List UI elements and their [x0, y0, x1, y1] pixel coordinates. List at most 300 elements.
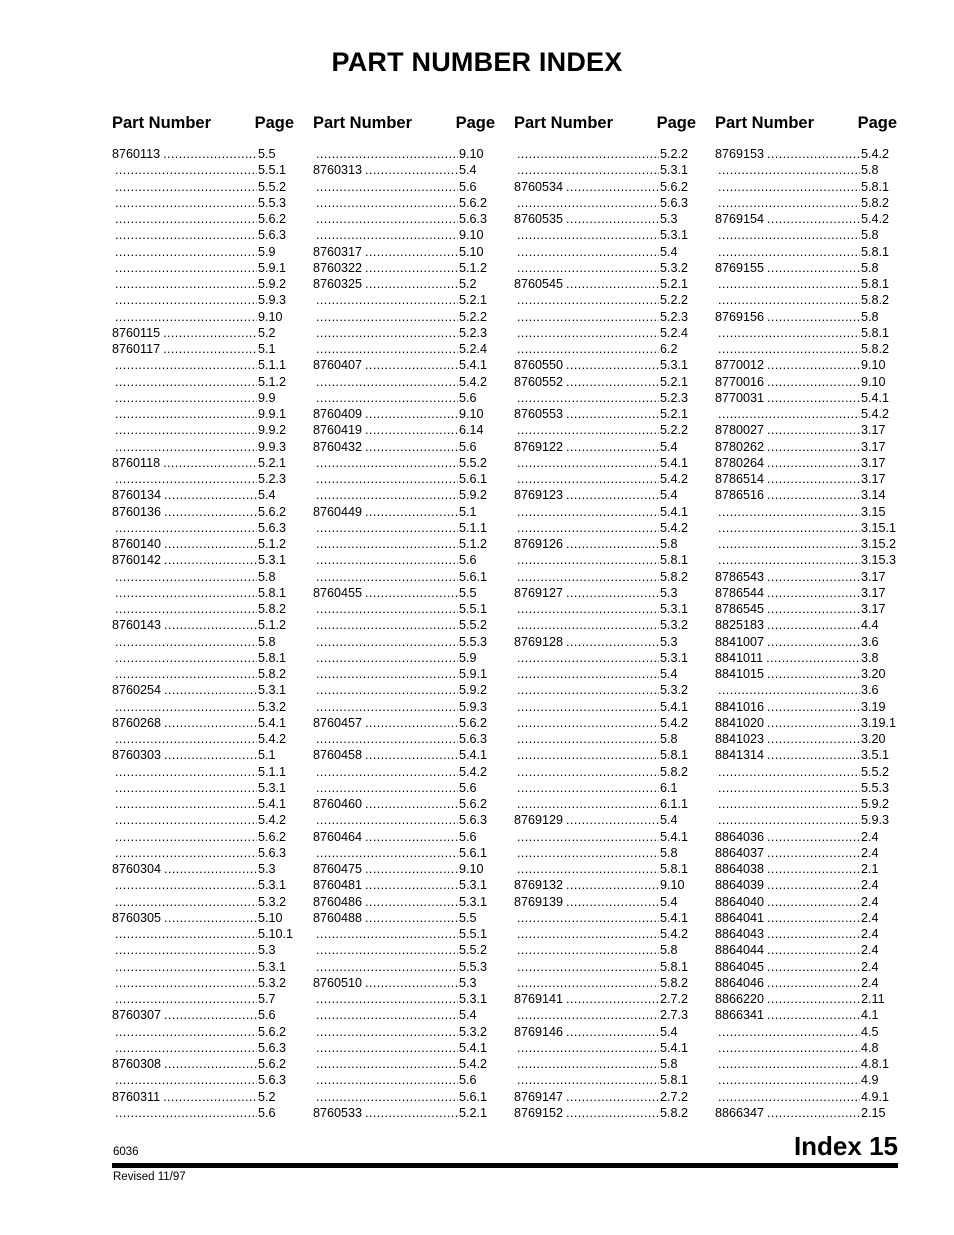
- dot-leader: [316, 569, 458, 585]
- page-reference: 5.5.2: [459, 943, 488, 958]
- dot-leader: [365, 439, 458, 455]
- page-reference: 5.2.2: [459, 309, 488, 324]
- index-entry: [112, 894, 294, 910]
- dot-leader: [164, 1007, 257, 1023]
- index-entry: [313, 341, 495, 357]
- dot-leader: [316, 601, 458, 617]
- dot-leader: [566, 1089, 659, 1105]
- part-number: 8841314: [715, 748, 765, 763]
- dot-leader: [316, 991, 458, 1007]
- index-entry: [715, 244, 897, 260]
- page-reference: 5.9.3: [459, 699, 488, 714]
- page-reference: 5.2.2: [660, 293, 689, 308]
- dot-leader: [517, 682, 659, 698]
- part-number: 8760317: [313, 244, 363, 259]
- page-reference: 5.4.2: [660, 472, 689, 486]
- index-entry: [112, 520, 294, 536]
- dot-leader: [115, 1024, 257, 1040]
- dot-leader: [115, 211, 257, 227]
- page-reference: 6.14: [459, 423, 484, 438]
- dot-leader: [517, 1072, 659, 1088]
- page-reference: 5.4.2: [459, 764, 488, 779]
- part-number: 8841023: [715, 732, 765, 746]
- dot-leader: [365, 796, 458, 812]
- index-entry: [514, 764, 696, 780]
- part-number: 8769129: [514, 813, 564, 828]
- part-number: 8769123: [514, 488, 564, 503]
- page-reference: 5.8.1: [861, 179, 890, 194]
- page-reference: 5.4: [660, 894, 678, 909]
- dot-leader: [115, 699, 257, 715]
- index-entry: [112, 845, 294, 861]
- page-reference: 9.9.1: [258, 407, 287, 421]
- dot-leader: [517, 260, 659, 276]
- part-number: 8760449: [313, 504, 363, 519]
- index-entry: [715, 894, 897, 910]
- dot-leader: [115, 292, 257, 308]
- page-reference: 3.19.1: [861, 715, 897, 730]
- page-reference: 5.3.1: [660, 650, 689, 665]
- index-entry: [313, 601, 495, 617]
- page-reference: 6.1.1: [660, 797, 689, 811]
- part-number: 8864043: [715, 927, 765, 941]
- dot-leader: [767, 894, 860, 910]
- index-entry: [514, 747, 696, 763]
- index-entry: [715, 227, 897, 243]
- page-reference: 5.5: [459, 585, 477, 600]
- index-entry: [112, 455, 294, 471]
- page-reference: 5.4.1: [660, 504, 689, 519]
- page-reference: 5.6.3: [258, 520, 287, 535]
- page-reference: 5.4.2: [660, 520, 689, 535]
- dot-leader: [718, 812, 860, 828]
- dot-leader: [316, 959, 458, 975]
- dot-leader: [316, 942, 458, 958]
- dot-leader: [517, 829, 659, 845]
- page-reference: 9.10: [459, 862, 484, 876]
- page-reference: 2.4: [861, 829, 879, 844]
- page-reference: 3.20: [861, 732, 886, 746]
- index-entry: [514, 959, 696, 975]
- dot-leader: [316, 1007, 458, 1023]
- dot-leader: [115, 1040, 257, 1056]
- index-entry: [715, 309, 897, 325]
- index-entry: [715, 260, 897, 276]
- dot-leader: [517, 146, 659, 162]
- page-reference: 5.4.1: [660, 829, 689, 844]
- dot-leader: [517, 455, 659, 471]
- dot-leader: [718, 162, 860, 178]
- column-header: [514, 114, 696, 144]
- page-reference: 5.3.1: [660, 163, 689, 178]
- page-reference: 4.1: [861, 1008, 879, 1023]
- page-reference: 4.8: [861, 1040, 879, 1055]
- dot-leader: [365, 861, 458, 877]
- index-entry: [313, 179, 495, 195]
- dot-leader: [566, 406, 659, 422]
- dot-leader: [115, 374, 257, 390]
- dot-leader: [115, 422, 257, 438]
- page-reference: 5.3: [660, 585, 678, 600]
- index-entry: [313, 552, 495, 568]
- index-entry: [112, 211, 294, 227]
- dot-leader: [365, 585, 458, 601]
- index-entry: [112, 731, 294, 747]
- dot-leader: [163, 325, 257, 341]
- index-entry: [313, 1089, 495, 1105]
- index-entry: [313, 357, 495, 373]
- part-number: 8864041: [715, 910, 765, 925]
- page-reference: 5.3.2: [258, 894, 287, 909]
- index-entry: [514, 926, 696, 942]
- index-entry: [514, 910, 696, 926]
- part-number: 8760136: [112, 504, 162, 519]
- page-reference: 5.8.1: [660, 553, 689, 568]
- page-reference: 5.4.1: [258, 715, 287, 730]
- part-number: 8760458: [313, 748, 363, 763]
- dot-leader: [365, 1105, 458, 1121]
- dot-leader: [365, 747, 458, 763]
- part-number: 8786516: [715, 488, 765, 503]
- index-column-4: [715, 114, 897, 1121]
- index-entry: [715, 325, 897, 341]
- page-reference: 5.6.2: [258, 504, 287, 519]
- dot-leader: [767, 617, 860, 633]
- dot-leader: [718, 1056, 860, 1072]
- dot-leader: [517, 699, 659, 715]
- index-entry: [514, 682, 696, 698]
- index-entry: [313, 146, 495, 162]
- index-entry: [112, 341, 294, 357]
- dot-leader: [115, 585, 257, 601]
- dot-leader: [365, 260, 458, 276]
- index-entry: [514, 504, 696, 520]
- dot-leader: [718, 276, 860, 292]
- index-entry: [715, 406, 897, 422]
- index-entry: [313, 780, 495, 796]
- index-entry: [112, 1072, 294, 1088]
- index-entry: [112, 406, 294, 422]
- dot-leader: [115, 227, 257, 243]
- page-reference: 5.6.3: [459, 813, 488, 828]
- dot-leader: [517, 325, 659, 341]
- dot-leader: [316, 731, 458, 747]
- page-reference: 5.9.2: [258, 277, 287, 291]
- index-entry: [715, 211, 897, 227]
- page-reference: 5.8.1: [861, 244, 890, 259]
- dot-leader: [566, 1105, 659, 1121]
- page-reference: 4.9: [861, 1073, 879, 1088]
- page-reference: 5.6.3: [459, 212, 488, 226]
- page-reference: 5.4: [459, 163, 477, 178]
- dot-leader: [767, 942, 860, 958]
- page-reference: 3.15: [861, 504, 886, 519]
- dot-leader: [115, 179, 257, 195]
- index-entry: [715, 1056, 897, 1072]
- page-reference: 2.7.2: [660, 992, 689, 1006]
- index-entry: [313, 877, 495, 893]
- index-entry: [313, 666, 495, 682]
- part-number: 8760117: [112, 342, 161, 356]
- page-reference: 3.17: [861, 569, 886, 584]
- part-number: 8760313: [313, 163, 363, 178]
- page-reference: 5.4.1: [660, 910, 689, 925]
- document-code: 6036: [113, 1146, 139, 1158]
- page-reference: 5.4.2: [660, 715, 689, 730]
- index-entry: [313, 309, 495, 325]
- part-number: 8769152: [514, 1105, 564, 1120]
- dot-leader: [163, 341, 257, 357]
- index-entry: [112, 942, 294, 958]
- dot-leader: [517, 845, 659, 861]
- revision-date: Revised 11/97: [113, 1171, 186, 1183]
- page-reference: 5.8.1: [660, 748, 689, 763]
- index-entry: [112, 422, 294, 438]
- index-entry: [313, 439, 495, 455]
- part-number: 8769132: [514, 878, 564, 893]
- dot-leader: [767, 390, 860, 406]
- page-reference: 5.4: [660, 813, 678, 828]
- dot-leader: [316, 146, 458, 162]
- dot-leader: [517, 244, 659, 260]
- index-entry: [514, 942, 696, 958]
- page-reference: 5.1.2: [459, 537, 488, 551]
- dot-leader: [767, 959, 860, 975]
- page-reference: 9.10: [861, 358, 886, 373]
- page-reference: 5.2.3: [459, 325, 488, 340]
- dot-leader: [316, 179, 458, 195]
- page-reference: 3.15.1: [861, 520, 897, 535]
- index-entry: [112, 861, 294, 877]
- part-number: 8760140: [112, 537, 162, 551]
- index-entry: [715, 1089, 897, 1105]
- dot-leader: [365, 829, 458, 845]
- dot-leader: [767, 634, 860, 650]
- dot-leader: [316, 471, 458, 487]
- dot-leader: [365, 877, 458, 893]
- index-entry: [514, 406, 696, 422]
- index-entry: [313, 829, 495, 845]
- dot-leader: [517, 390, 659, 406]
- index-entry: [514, 211, 696, 227]
- dot-leader: [767, 471, 860, 487]
- part-number: 8786514: [715, 472, 765, 486]
- part-number: 8760115: [112, 325, 161, 340]
- page-reference: 9.9.2: [258, 423, 287, 438]
- index-entry: [514, 276, 696, 292]
- part-number: 8769155: [715, 260, 765, 275]
- dot-leader: [767, 1007, 860, 1023]
- dot-leader: [767, 829, 860, 845]
- part-number: 8780027: [715, 423, 765, 438]
- dot-leader: [566, 439, 659, 455]
- index-entry: [715, 877, 897, 893]
- index-entry: [715, 715, 897, 731]
- dot-leader: [767, 699, 860, 715]
- dot-leader: [163, 455, 257, 471]
- index-entry: [313, 699, 495, 715]
- page-reference: 5.8.1: [258, 585, 287, 600]
- dot-leader: [115, 894, 257, 910]
- index-entry: [112, 536, 294, 552]
- index-entry: [715, 764, 897, 780]
- page-reference: 5.1.1: [258, 764, 287, 779]
- page-reference: 3.17: [861, 602, 886, 616]
- index-entry: [313, 617, 495, 633]
- index-entry: [514, 227, 696, 243]
- index-entry: [313, 715, 495, 731]
- dot-leader: [517, 959, 659, 975]
- page-reference: 5.4.2: [861, 407, 890, 421]
- dot-leader: [767, 877, 860, 893]
- index-entry: [715, 1072, 897, 1088]
- dot-leader: [164, 747, 257, 763]
- page-reference: 6.1: [660, 780, 678, 795]
- page-reference: 5.9.3: [258, 293, 287, 308]
- index-entry: [715, 390, 897, 406]
- page-reference: 2.4: [861, 927, 879, 941]
- page-reference: 5.5.1: [459, 927, 488, 941]
- page-reference: 5.2.3: [660, 309, 689, 324]
- dot-leader: [718, 1024, 860, 1040]
- index-entry: [112, 244, 294, 260]
- dot-leader: [316, 926, 458, 942]
- index-entry: [313, 942, 495, 958]
- dot-leader: [115, 195, 257, 211]
- page-reference: 5.6.2: [459, 715, 488, 730]
- index-entry: [313, 634, 495, 650]
- index-entry: [112, 780, 294, 796]
- dot-leader: [566, 991, 659, 1007]
- part-number: 8769147: [514, 1089, 564, 1104]
- index-entry: [112, 195, 294, 211]
- dot-leader: [115, 601, 257, 617]
- page-reference: 5.3.2: [660, 618, 689, 633]
- index-entry: [715, 1007, 897, 1023]
- page-reference: 5.9.2: [861, 797, 890, 811]
- index-entry: [514, 195, 696, 211]
- part-number: 8760419: [313, 423, 363, 438]
- dot-leader: [767, 926, 860, 942]
- page-reference: 5.4: [258, 488, 276, 503]
- page-reference: 5.8.1: [660, 1073, 689, 1088]
- dot-leader: [115, 162, 257, 178]
- page-reference: 5.5.1: [459, 602, 488, 616]
- page-reference: 5.4.1: [459, 748, 488, 763]
- dot-leader: [115, 1072, 257, 1088]
- page-reference: 9.9.3: [258, 439, 287, 454]
- page-reference: 5.4.1: [861, 390, 890, 405]
- index-entry: [112, 959, 294, 975]
- dot-leader: [316, 1056, 458, 1072]
- index-entry: [715, 812, 897, 828]
- page-reference: 5.8.2: [861, 195, 890, 210]
- index-entry: [514, 991, 696, 1007]
- dot-leader: [566, 179, 659, 195]
- index-entry: [715, 634, 897, 650]
- page-reference: 5.3.1: [258, 553, 287, 568]
- part-number: 8760481: [313, 878, 363, 893]
- index-entry: [514, 1056, 696, 1072]
- dot-leader: [767, 715, 860, 731]
- index-entry: [313, 861, 495, 877]
- page-reference: 2.4: [861, 878, 879, 893]
- index-entry: [313, 520, 495, 536]
- dot-leader: [115, 650, 257, 666]
- index-entry: [112, 877, 294, 893]
- index-entry: [112, 260, 294, 276]
- part-number: 8769139: [514, 894, 564, 909]
- dot-leader: [115, 357, 257, 373]
- dot-leader: [316, 666, 458, 682]
- page-reference: 5.8.2: [660, 975, 689, 990]
- page-reference: 5.6.1: [459, 1089, 488, 1104]
- part-number: 8760488: [313, 910, 363, 925]
- index-entry: [514, 292, 696, 308]
- index-entry: [313, 422, 495, 438]
- part-number: 8864037: [715, 845, 765, 860]
- page-reference: 5.4: [660, 667, 678, 681]
- page-reference: 5.6: [258, 1105, 276, 1120]
- dot-leader: [718, 520, 860, 536]
- dot-leader: [767, 601, 860, 617]
- page-reference: 5.2.1: [258, 455, 287, 470]
- page-reference: 2.4: [861, 943, 879, 958]
- index-entry: [715, 926, 897, 942]
- dot-leader: [164, 536, 257, 552]
- page-reference: 5.8: [660, 732, 678, 746]
- index-entry: [514, 796, 696, 812]
- dot-leader: [566, 374, 659, 390]
- dot-leader: [517, 552, 659, 568]
- page-reference: 5.1.2: [258, 618, 287, 633]
- dot-leader: [517, 747, 659, 763]
- index-entry: [112, 390, 294, 406]
- part-number: 8760322: [313, 260, 363, 275]
- part-number: 8760325: [313, 277, 363, 291]
- page-reference: 5.3.1: [258, 780, 287, 795]
- part-number: 8760486: [313, 894, 363, 909]
- index-entry: [514, 699, 696, 715]
- page-header: Page: [857, 114, 897, 132]
- page-reference: 5.4.2: [660, 927, 689, 941]
- index-entry: [514, 601, 696, 617]
- part-number: 8769154: [715, 212, 765, 226]
- part-number: 8786543: [715, 569, 765, 584]
- dot-leader: [517, 926, 659, 942]
- dot-leader: [718, 682, 860, 698]
- index-entry: [514, 780, 696, 796]
- page-header: Page: [254, 114, 294, 132]
- index-page-label: Index 15: [793, 1131, 898, 1161]
- page-reference: 5.4.2: [861, 147, 890, 161]
- index-entry: [514, 260, 696, 276]
- page-reference: 5.8.2: [660, 1105, 689, 1120]
- dot-leader: [115, 1105, 257, 1121]
- index-entry: [514, 829, 696, 845]
- index-entry: [112, 650, 294, 666]
- dot-leader: [767, 357, 860, 373]
- dot-leader: [365, 975, 458, 991]
- dot-leader: [115, 309, 257, 325]
- dot-leader: [164, 1056, 257, 1072]
- page-reference: 5.8: [660, 537, 678, 551]
- page-reference: 5.8: [258, 634, 276, 649]
- page-reference: 3.19: [861, 699, 886, 714]
- page-reference: 3.17: [861, 439, 886, 454]
- page-reference: 5.6.2: [459, 195, 488, 210]
- page-reference: 2.4: [861, 910, 879, 925]
